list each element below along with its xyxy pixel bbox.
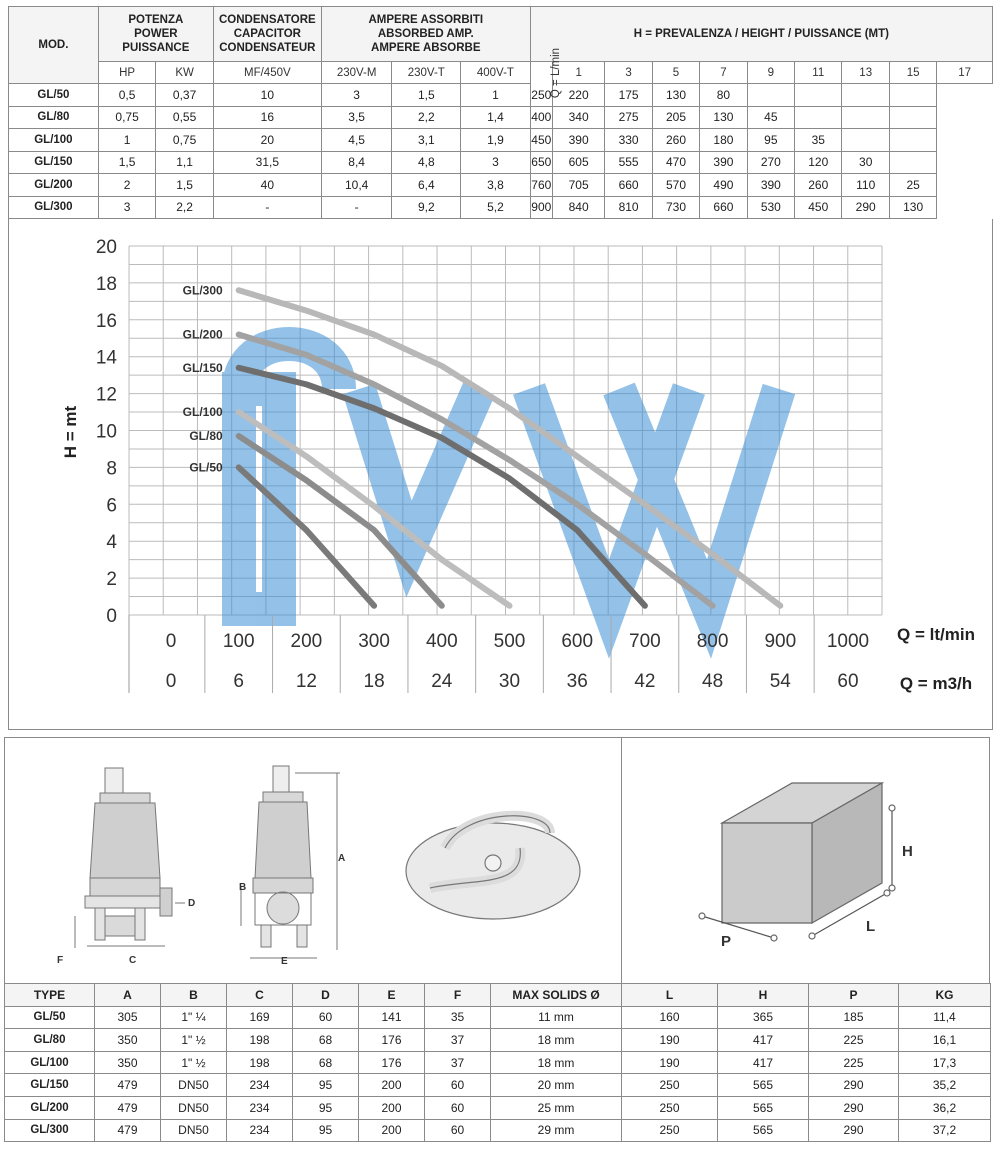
- head-9: 9: [747, 62, 794, 84]
- dims-cell: 479: [95, 1074, 161, 1097]
- series-label: GL/150: [182, 360, 223, 375]
- package-box-drawing: [621, 737, 990, 984]
- spec-flow: 340: [552, 106, 604, 129]
- spec-flow: [842, 106, 889, 129]
- dims-cell: 68: [293, 1029, 359, 1052]
- y-tick-label: 12: [95, 384, 117, 406]
- x-tick-label-lmin: 600: [561, 631, 594, 652]
- dims-cell: 95: [293, 1119, 359, 1142]
- unit-mf: MF/450V: [213, 62, 321, 84]
- dims-cell: 479: [95, 1119, 161, 1142]
- box-label-l: L: [866, 918, 876, 935]
- spec-flow: 130: [700, 106, 747, 129]
- x-tick-label-lmin: 0: [165, 631, 177, 652]
- spec-row: [9, 151, 993, 174]
- dims-cell: DN50: [161, 1119, 227, 1142]
- spec-flow: 130: [889, 196, 936, 219]
- dims-cell: 290: [809, 1074, 899, 1097]
- spec-flow: 490: [700, 174, 747, 197]
- dims-header: MAX SOLIDS Ø: [491, 984, 622, 1007]
- spec-mf: 31,5: [213, 151, 321, 174]
- spec-hp: 3: [98, 196, 156, 219]
- series-label: GL/80: [189, 429, 223, 444]
- chart-svg: [9, 219, 994, 730]
- header-capacitor-fr: CONDENSATEUR: [219, 42, 316, 54]
- spec-flow: 80: [700, 84, 747, 107]
- header-ampere-it: AMPERE ASSORBITI: [368, 14, 484, 26]
- dims-cell: 18 mm: [491, 1051, 622, 1074]
- dims-cell: 95: [293, 1096, 359, 1119]
- dims-cell: 176: [359, 1029, 425, 1052]
- dim-label-b: B: [239, 882, 247, 893]
- x-tick-label-lmin: 700: [629, 631, 661, 652]
- spec-flow: 25: [889, 174, 936, 197]
- dim-label-c: C: [129, 955, 137, 966]
- header-power-en: POWER: [134, 28, 178, 40]
- spec-flow: [889, 84, 936, 107]
- dims-cell: 200: [359, 1119, 425, 1142]
- dims-header: B: [161, 984, 227, 1007]
- spec-flow: 110: [842, 174, 889, 197]
- unit-kw: KW: [156, 62, 214, 84]
- dims-cell: 198: [227, 1051, 293, 1074]
- y-tick-label: 20: [95, 237, 117, 258]
- dims-cell: 417: [718, 1051, 809, 1074]
- y-tick-label: 14: [95, 347, 117, 369]
- dims-cell: DN50: [161, 1074, 227, 1097]
- spec-kw: 0,55: [156, 106, 214, 129]
- dims-cell: 350: [95, 1029, 161, 1052]
- dims-header: D: [293, 984, 359, 1007]
- spec-flow: 35: [795, 129, 842, 152]
- spec-a400t: 1,4: [461, 106, 531, 129]
- spec-flow: 95: [747, 129, 794, 152]
- dims-cell: 234: [227, 1074, 293, 1097]
- x-tick-label-m3h: 60: [837, 671, 859, 692]
- dims-cell: 225: [809, 1029, 899, 1052]
- dims-row: [5, 1096, 991, 1119]
- header-power-it: POTENZA: [128, 14, 184, 26]
- dims-cell: 95: [293, 1074, 359, 1097]
- dims-cell: 169: [227, 1006, 293, 1029]
- header-power-fr: PUISSANCE: [122, 42, 190, 54]
- spec-flow: 840: [552, 196, 604, 219]
- x-tick-label-m3h: 30: [498, 671, 521, 692]
- spec-flow: 180: [700, 129, 747, 152]
- spec-flow: 220: [552, 84, 604, 107]
- x-tick-label-m3h: 54: [769, 671, 791, 692]
- dims-model: GL/80: [5, 1029, 95, 1052]
- x-tick-label-m3h: 0: [165, 671, 177, 692]
- spec-model: GL/200: [9, 174, 99, 197]
- performance-table: [8, 6, 993, 219]
- spec-flow: 530: [747, 196, 794, 219]
- dim-label-e: E: [281, 956, 288, 967]
- series-label: GL/100: [182, 405, 223, 420]
- box-svg: [622, 738, 991, 985]
- spec-hp: 2: [98, 174, 156, 197]
- spec-mf: 40: [213, 174, 321, 197]
- head-5: 5: [652, 62, 699, 84]
- spec-a400t: 1: [461, 84, 531, 107]
- dims-cell: 185: [809, 1006, 899, 1029]
- dims-cell: 250: [622, 1096, 718, 1119]
- spec-flow: 450: [795, 196, 842, 219]
- spec-row: [9, 196, 993, 219]
- dims-header: C: [227, 984, 293, 1007]
- dimensions-table: [4, 983, 991, 1142]
- spec-flow: [889, 129, 936, 152]
- unit-hp: HP: [98, 62, 156, 84]
- dims-cell: 290: [809, 1119, 899, 1142]
- head-7: 7: [700, 62, 747, 84]
- spec-flow: 270: [747, 151, 794, 174]
- dims-cell: 29 mm: [491, 1119, 622, 1142]
- spec-flow: 450: [530, 129, 552, 152]
- spec-mf: -: [213, 196, 321, 219]
- pump-side-view: [241, 766, 340, 958]
- dims-cell: 11,4: [899, 1006, 991, 1029]
- spec-flow: [842, 84, 889, 107]
- dims-cell: DN50: [161, 1096, 227, 1119]
- dims-cell: 350: [95, 1051, 161, 1074]
- x-tick-label-lmin: 500: [493, 631, 526, 652]
- dims-header: H: [718, 984, 809, 1007]
- spec-flow: 900: [530, 196, 552, 219]
- q-label: Q = L/min: [549, 47, 562, 98]
- dims-cell: 18 mm: [491, 1029, 622, 1052]
- y-tick-label: 16: [95, 310, 117, 332]
- spec-hp: 1,5: [98, 151, 156, 174]
- dims-cell: 1" ½: [161, 1029, 227, 1052]
- x-tick-label-m3h: 42: [634, 671, 656, 692]
- dims-cell: 160: [622, 1006, 718, 1029]
- dims-cell: 16,1: [899, 1029, 991, 1052]
- dims-cell: 200: [359, 1074, 425, 1097]
- spec-a230m: 10,4: [321, 174, 392, 197]
- spec-flow: 45: [747, 106, 794, 129]
- dims-model: GL/300: [5, 1119, 95, 1142]
- performance-chart: [8, 219, 993, 730]
- head-13: 13: [842, 62, 889, 84]
- dims-cell: 1" ½: [161, 1051, 227, 1074]
- spec-flow: 390: [747, 174, 794, 197]
- y-tick-label: 10: [95, 421, 117, 443]
- spec-a400t: 3,8: [461, 174, 531, 197]
- series-label: GL/200: [182, 327, 223, 342]
- spec-a400t: 1,9: [461, 129, 531, 152]
- y-tick-label: 2: [106, 569, 117, 591]
- dims-cell: 35: [425, 1006, 491, 1029]
- x-tick-label-lmin: 200: [290, 631, 323, 652]
- dims-header: P: [809, 984, 899, 1007]
- spec-flow: 250: [530, 84, 552, 107]
- spec-flow: 260: [795, 174, 842, 197]
- spec-flow: 650: [530, 151, 552, 174]
- dims-model: GL/100: [5, 1051, 95, 1074]
- spec-flow: 660: [700, 196, 747, 219]
- dims-header: E: [359, 984, 425, 1007]
- x-tick-label-lmin: 1000: [826, 631, 870, 652]
- header-ampere-fr: AMPERE ABSORBE: [371, 42, 481, 54]
- dim-label-a: A: [338, 853, 346, 864]
- spec-a230m: 3: [321, 84, 392, 107]
- dims-row: [5, 1006, 991, 1029]
- pump-front-view: [75, 768, 185, 948]
- spec-a230m: 8,4: [321, 151, 392, 174]
- impeller-view: [406, 816, 580, 919]
- dims-cell: 479: [95, 1096, 161, 1119]
- header-ampere-en: ABSORBED AMP.: [377, 28, 474, 40]
- spec-a400t: 5,2: [461, 196, 531, 219]
- dim-label-d: D: [188, 898, 196, 909]
- x-tick-label-m3h: 12: [295, 671, 317, 692]
- spec-flow: 260: [652, 129, 699, 152]
- spec-flow: 290: [842, 196, 889, 219]
- dims-cell: 250: [622, 1119, 718, 1142]
- dims-cell: 35,2: [899, 1074, 991, 1097]
- x-tick-label-lmin: 400: [425, 631, 458, 652]
- spec-a400t: 3: [461, 151, 531, 174]
- spec-flow: 120: [795, 151, 842, 174]
- dims-cell: 25 mm: [491, 1096, 622, 1119]
- unit-230m: 230V-M: [321, 62, 392, 84]
- dims-cell: 141: [359, 1006, 425, 1029]
- dims-cell: 290: [809, 1096, 899, 1119]
- x-tick-label-m3h: 18: [363, 671, 385, 692]
- spec-kw: 0,75: [156, 129, 214, 152]
- spec-flow: 730: [652, 196, 699, 219]
- x-tick-label-lmin: 900: [764, 631, 797, 652]
- y-tick-label: 6: [106, 495, 117, 517]
- spec-flow: 810: [605, 196, 652, 219]
- spec-flow: [795, 106, 842, 129]
- box-label-p: P: [721, 933, 732, 950]
- spec-row: [9, 84, 993, 107]
- spec-model: GL/100: [9, 129, 99, 152]
- spec-flow: 275: [605, 106, 652, 129]
- spec-flow: 555: [605, 151, 652, 174]
- dims-cell: 565: [718, 1119, 809, 1142]
- spec-flow: 390: [552, 129, 604, 152]
- header-capacitor-it: CONDENSATORE: [218, 14, 316, 26]
- header-capacitor-en: CAPACITOR: [233, 28, 301, 40]
- dims-model: GL/150: [5, 1074, 95, 1097]
- header-ampere: [321, 7, 530, 62]
- y-axis-title: H = mt: [61, 405, 80, 459]
- dims-cell: 365: [718, 1006, 809, 1029]
- spec-row: [9, 174, 993, 197]
- spec-row: [9, 129, 993, 152]
- header-model: MOD.: [9, 7, 99, 84]
- x-tick-label-lmin: 100: [222, 631, 255, 652]
- dims-cell: 1" ¼: [161, 1006, 227, 1029]
- dims-row: [5, 1051, 991, 1074]
- spec-flow: 390: [700, 151, 747, 174]
- spec-a230t: 2,2: [392, 106, 461, 129]
- dims-row: [5, 1029, 991, 1052]
- dims-cell: 60: [425, 1119, 491, 1142]
- spec-flow: [889, 106, 936, 129]
- head-11: 11: [795, 62, 842, 84]
- dims-row: [5, 1119, 991, 1142]
- spec-a230m: 4,5: [321, 129, 392, 152]
- spec-hp: 0,75: [98, 106, 156, 129]
- dims-header: A: [95, 984, 161, 1007]
- dims-cell: 565: [718, 1074, 809, 1097]
- dims-cell: 190: [622, 1029, 718, 1052]
- head-1: 1: [552, 62, 604, 84]
- spec-a230t: 6,4: [392, 174, 461, 197]
- header-capacitor: [213, 7, 321, 62]
- dims-cell: 200: [359, 1096, 425, 1119]
- dims-cell: 250: [622, 1074, 718, 1097]
- spec-model: GL/80: [9, 106, 99, 129]
- spec-hp: 1: [98, 129, 156, 152]
- spec-row: [9, 106, 993, 129]
- series-label: GL/50: [189, 460, 223, 475]
- spec-kw: 1,5: [156, 174, 214, 197]
- spec-flow: 175: [605, 84, 652, 107]
- header-power: [98, 7, 213, 62]
- spec-a230t: 1,5: [392, 84, 461, 107]
- dims-cell: 198: [227, 1029, 293, 1052]
- x-tick-label-m3h: 6: [233, 671, 244, 692]
- spec-flow: 570: [652, 174, 699, 197]
- x-axis-title-m3h: Q = m3/h: [899, 674, 973, 693]
- x-tick-label-lmin: 300: [358, 631, 390, 652]
- head-15: 15: [889, 62, 936, 84]
- y-tick-label: 18: [95, 273, 117, 295]
- spec-a230t: 3,1: [392, 129, 461, 152]
- box-label-h: H: [902, 843, 913, 860]
- dims-cell: 68: [293, 1051, 359, 1074]
- dims-cell: 60: [293, 1006, 359, 1029]
- spec-flow: 760: [530, 174, 552, 197]
- spec-mf: 10: [213, 84, 321, 107]
- dims-cell: 60: [425, 1096, 491, 1119]
- x-axis-title-lmin: Q = lt/min: [897, 625, 975, 644]
- dims-cell: 417: [718, 1029, 809, 1052]
- pump-drawings-svg: [5, 738, 622, 985]
- dims-cell: 190: [622, 1051, 718, 1074]
- spec-flow: [795, 84, 842, 107]
- spec-hp: 0,5: [98, 84, 156, 107]
- head-17: 17: [937, 62, 993, 84]
- spec-flow: 205: [652, 106, 699, 129]
- dims-cell: 36,2: [899, 1096, 991, 1119]
- spec-flow: [889, 151, 936, 174]
- spec-flow: 330: [605, 129, 652, 152]
- spec-flow: 660: [605, 174, 652, 197]
- spec-flow: 605: [552, 151, 604, 174]
- spec-flow: 705: [552, 174, 604, 197]
- x-tick-label-lmin: 800: [696, 631, 729, 652]
- spec-mf: 16: [213, 106, 321, 129]
- spec-model: GL/300: [9, 196, 99, 219]
- spec-flow: 470: [652, 151, 699, 174]
- dims-cell: 565: [718, 1096, 809, 1119]
- unit-400t: 400V-T: [461, 62, 531, 84]
- x-tick-label-m3h: 24: [431, 671, 453, 692]
- dims-cell: 176: [359, 1051, 425, 1074]
- spec-a230m: -: [321, 196, 392, 219]
- dims-cell: 60: [425, 1074, 491, 1097]
- spec-a230t: 4,8: [392, 151, 461, 174]
- dims-header: L: [622, 984, 718, 1007]
- dims-cell: 37: [425, 1051, 491, 1074]
- spec-kw: 2,2: [156, 196, 214, 219]
- spec-a230t: 9,2: [392, 196, 461, 219]
- dims-cell: 11 mm: [491, 1006, 622, 1029]
- spec-a230m: 3,5: [321, 106, 392, 129]
- x-tick-label-m3h: 48: [702, 671, 724, 692]
- series-label: GL/300: [182, 283, 223, 298]
- dims-header: F: [425, 984, 491, 1007]
- dims-header: KG: [899, 984, 991, 1007]
- head-3: 3: [605, 62, 652, 84]
- x-tick-label-m3h: 36: [566, 671, 588, 692]
- spec-flow: [747, 84, 794, 107]
- dims-row: [5, 1074, 991, 1097]
- dims-cell: 234: [227, 1096, 293, 1119]
- spec-flow: 130: [652, 84, 699, 107]
- dims-cell: 37,2: [899, 1119, 991, 1142]
- technical-drawings: [4, 737, 621, 984]
- y-tick-label: 4: [106, 532, 117, 554]
- dims-cell: 234: [227, 1119, 293, 1142]
- dims-cell: 225: [809, 1051, 899, 1074]
- watermark-stroke: [359, 389, 479, 549]
- dim-label-f: F: [57, 955, 64, 966]
- spec-mf: 20: [213, 129, 321, 152]
- spec-kw: 0,37: [156, 84, 214, 107]
- y-tick-label: 0: [106, 606, 117, 627]
- dims-cell: 37: [425, 1029, 491, 1052]
- spec-model: GL/50: [9, 84, 99, 107]
- dims-cell: 17,3: [899, 1051, 991, 1074]
- spec-flow: [842, 129, 889, 152]
- dims-header: TYPE: [5, 984, 95, 1007]
- dims-cell: 20 mm: [491, 1074, 622, 1097]
- unit-230t: 230V-T: [392, 62, 461, 84]
- dims-model: GL/50: [5, 1006, 95, 1029]
- spec-kw: 1,1: [156, 151, 214, 174]
- spec-flow: 400: [530, 106, 552, 129]
- dims-model: GL/200: [5, 1096, 95, 1119]
- header-head: H = PREVALENZA / HEIGHT / PUISSANCE (MT): [530, 7, 992, 62]
- spec-flow: 30: [842, 151, 889, 174]
- dims-cell: 305: [95, 1006, 161, 1029]
- spec-model: GL/150: [9, 151, 99, 174]
- y-tick-label: 8: [106, 458, 117, 480]
